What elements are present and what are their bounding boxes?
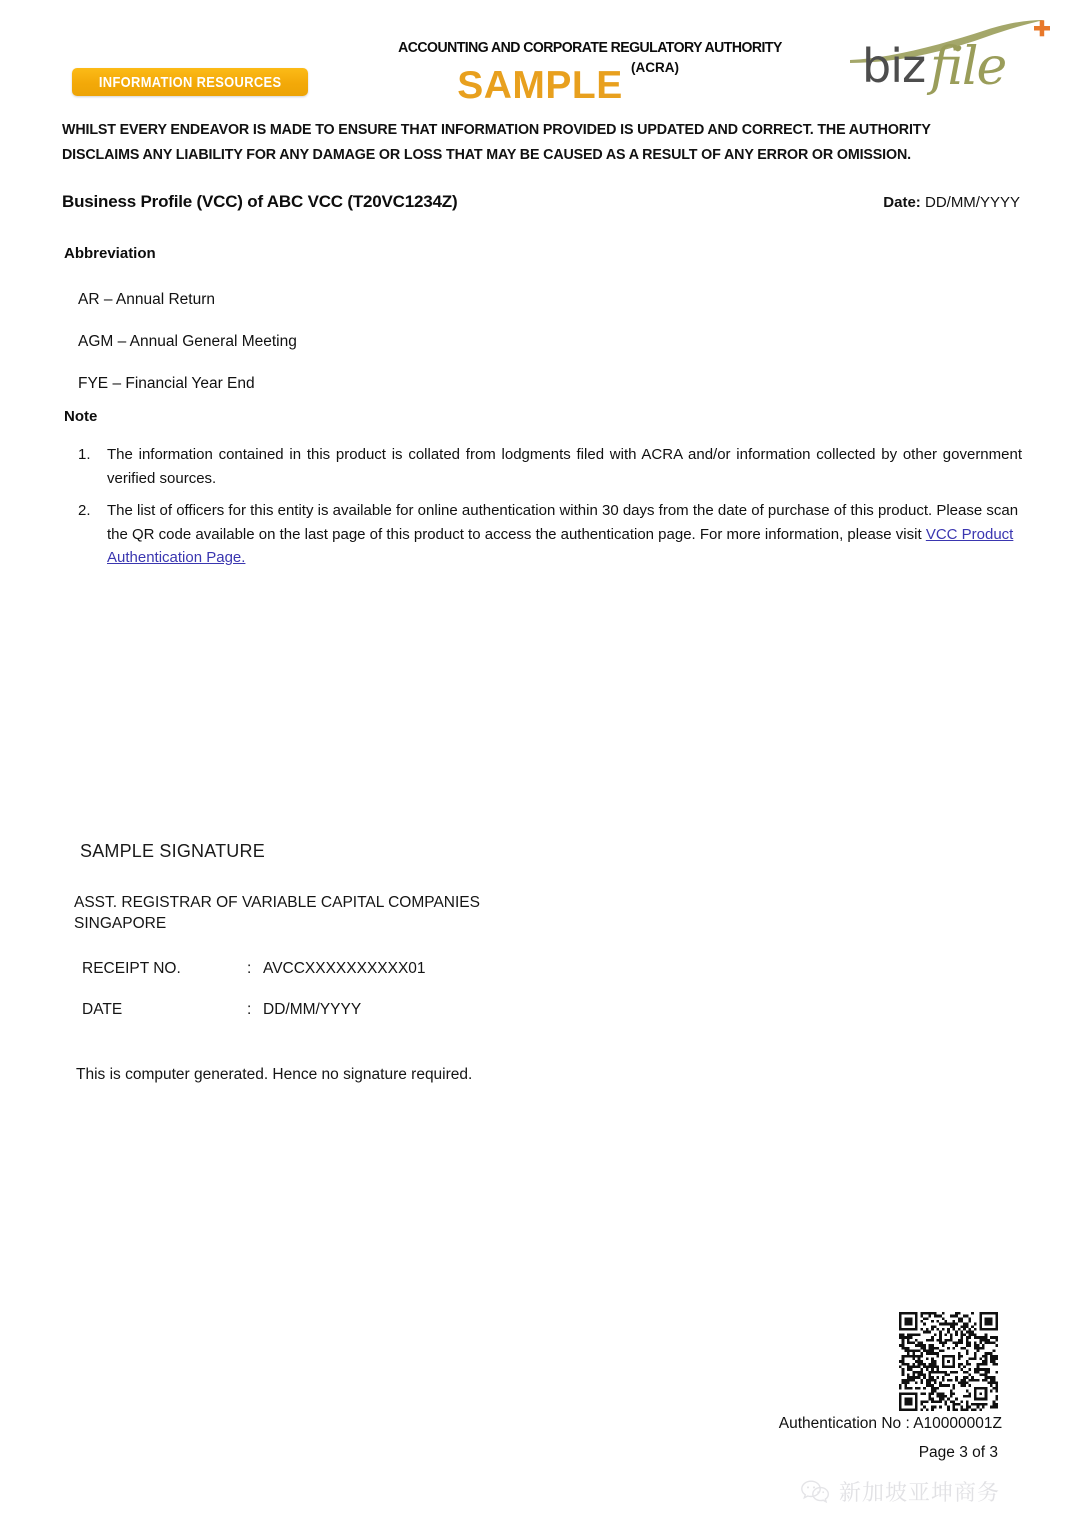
- authentication-number: Authentication No : A10000001Z: [778, 1415, 1002, 1432]
- list-item: AR – Annual Return: [78, 291, 216, 308]
- note-number: 2.: [78, 502, 91, 519]
- table-row: [82, 989, 642, 1030]
- abbreviation-heading: Abbreviation: [64, 245, 156, 262]
- note-body-text: The list of officers for this entity is available for online authentication within 30 days from the date of purchase of this product. Please scan the QR code available on the last page of this product to access the authentication page. For more information, please visit: [107, 502, 1019, 543]
- document-date: [883, 194, 1020, 211]
- note-body: [107, 499, 1022, 570]
- table-row: [82, 948, 642, 989]
- date-value: DD/MM/YYYY: [263, 1001, 362, 1018]
- watermark-text: 新加坡亚坤商务: [839, 1481, 1001, 1506]
- svg-text:file: file: [930, 37, 1006, 96]
- wechat-watermark: [800, 1476, 1000, 1507]
- signature-title-line-1: ASST. REGISTRAR OF VARIABLE CAPITAL COMPANIES: [74, 894, 480, 911]
- information-resources-button[interactable]: [72, 68, 308, 96]
- note-number: 1.: [78, 446, 91, 463]
- receipt-no-separator: :: [247, 960, 252, 977]
- note-list: [62, 443, 1022, 579]
- receipt-no-label: RECEIPT NO.: [82, 960, 181, 977]
- qr-code-canvas: [899, 1312, 998, 1411]
- svg-text:biz: biz: [862, 39, 926, 93]
- list-item: FYE – Financial Year End: [78, 375, 255, 392]
- date-separator: :: [247, 1001, 252, 1018]
- bizfile-plus-logo: [848, 18, 1064, 96]
- sample-watermark-text: SAMPLE: [457, 64, 623, 107]
- list-item: AGM – Annual General Meeting: [78, 333, 297, 350]
- document-date-value: DD/MM/YYYY: [924, 194, 1020, 211]
- note-body: The information contained in this product is collated from lodgments filed with ACRA and/or information collected by other government verified sources.: [107, 446, 1022, 487]
- signature-detail-rows: [82, 948, 642, 1030]
- vcc-product-authentication-link[interactable]: VCC Product Authentication Page.: [107, 525, 1014, 566]
- acra-authority-title: ACCOUNTING AND CORPORATE REGULATORY AUTHORITY: [398, 40, 782, 56]
- computer-generated-notice: This is computer generated. Hence no signature required.: [76, 1066, 473, 1083]
- acra-abbreviation: (ACRA): [631, 60, 679, 75]
- page-number: Page 3 of 3: [918, 1444, 998, 1461]
- receipt-no-value: AVCCXXXXXXXXXX01: [263, 960, 426, 977]
- page-header: [0, 0, 1080, 112]
- signature-name: SAMPLE SIGNATURE: [80, 841, 265, 861]
- wechat-icon: [800, 1479, 830, 1505]
- note-heading: Note: [64, 408, 98, 425]
- document-title-row: [62, 192, 1020, 212]
- disclaimer-text: WHILST EVERY ENDEAVOR IS MADE TO ENSURE THAT INFORMATION PROVIDED IS UPDATED AND CORRECT. THE AUTHORITY DISCLAIMS ANY LIABILITY FOR ANY DAMAGE OR LOSS THAT MAY BE CAUSED AS A RESULT OF ANY ERROR OR OMISSION.: [62, 122, 931, 163]
- list-item: [62, 499, 1022, 570]
- document-date-label: Date:: [883, 194, 921, 211]
- list-item: [62, 443, 1022, 490]
- signature-title: [74, 892, 480, 934]
- abbreviation-list: [78, 279, 678, 405]
- page-title: Business Profile (VCC) of ABC VCC (T20VC1234Z): [62, 192, 458, 211]
- authentication-qr-code: [899, 1312, 998, 1411]
- signature-title-line-2: SINGAPORE: [74, 915, 167, 932]
- information-resources-label: INFORMATION RESOURCES: [98, 73, 282, 91]
- date-label: DATE: [82, 1001, 123, 1018]
